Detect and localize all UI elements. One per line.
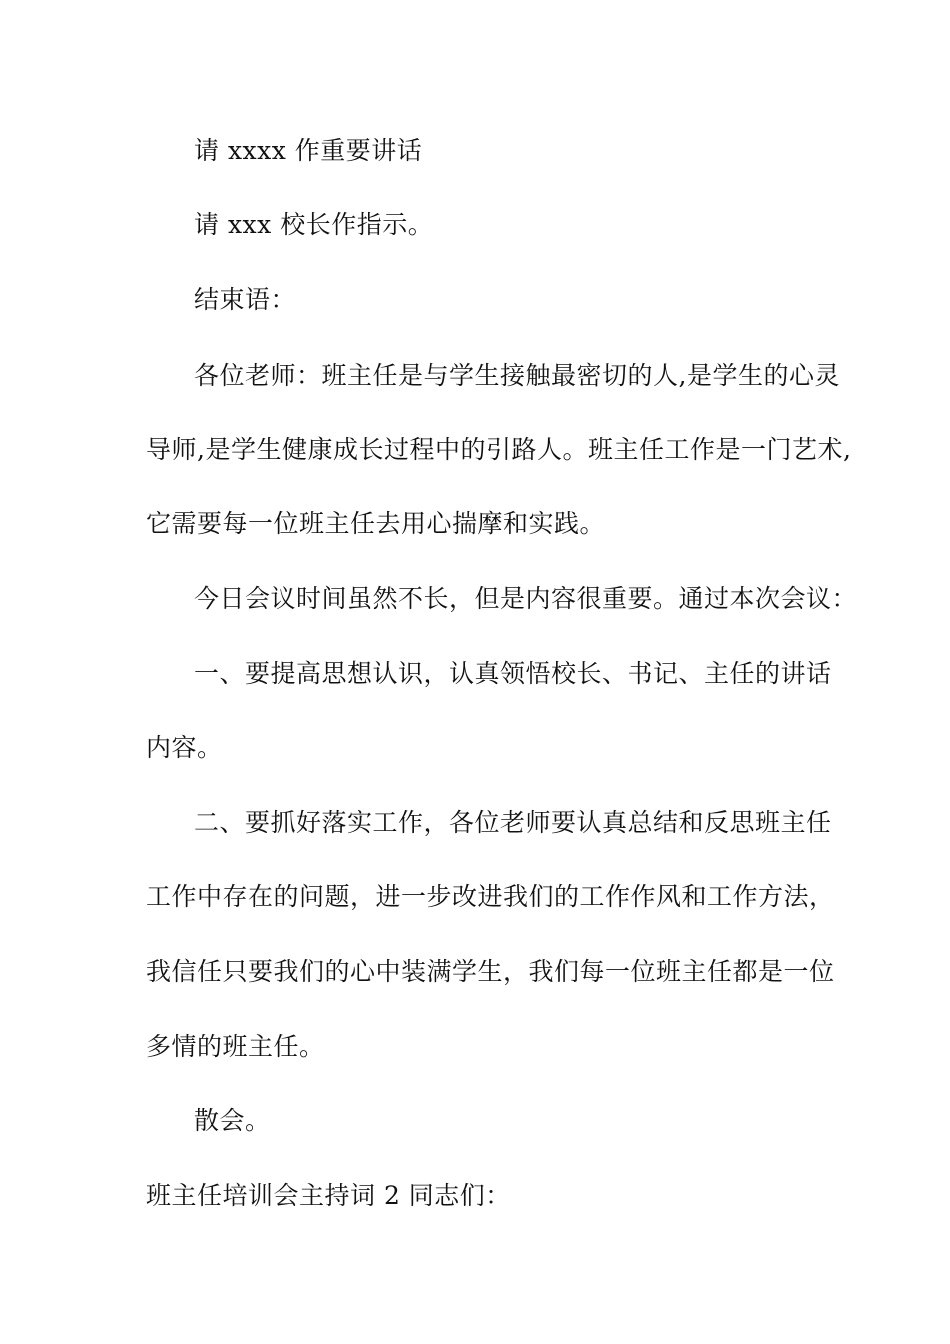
paragraph-line: 各位老师：班主任是与学生接触最密切的人,是学生的心灵 — [194, 361, 840, 390]
paragraph-line: 今日会议时间虽然不长，但是内容很重要。通过本次会议： — [194, 584, 858, 613]
paragraph-line: 它需要每一位班主任去用心揣摩和实践。 — [146, 509, 606, 538]
paragraph-line: 多情的班主任。 — [146, 1032, 325, 1061]
paragraph-line: 工作中存在的问题，进一步改进我们的工作作风和工作方法， — [146, 882, 835, 911]
paragraph-line: 我信任只要我们的心中装满学生，我们每一位班主任都是一位 — [146, 957, 835, 986]
section-heading: 班主任培训会主持词 2 同志们： — [146, 1181, 511, 1210]
paragraph-line: 结束语： — [194, 285, 297, 314]
paragraph-line: 请 xxx 校长作指示。 — [194, 210, 434, 239]
paragraph-line: 内容。 — [146, 733, 223, 762]
paragraph-line: 请 xxxx 作重要讲话 — [194, 136, 423, 165]
paragraph-line: 二、要抓好落实工作，各位老师要认真总结和反思班主任 — [194, 808, 832, 837]
paragraph-line: 导师,是学生健康成长过程中的引路人。班主任工作是一门艺术, — [146, 435, 852, 464]
paragraph-line: 散会。 — [194, 1106, 271, 1135]
paragraph-line: 一、要提高思想认识，认真领悟校长、书记、主任的讲话 — [194, 659, 832, 688]
